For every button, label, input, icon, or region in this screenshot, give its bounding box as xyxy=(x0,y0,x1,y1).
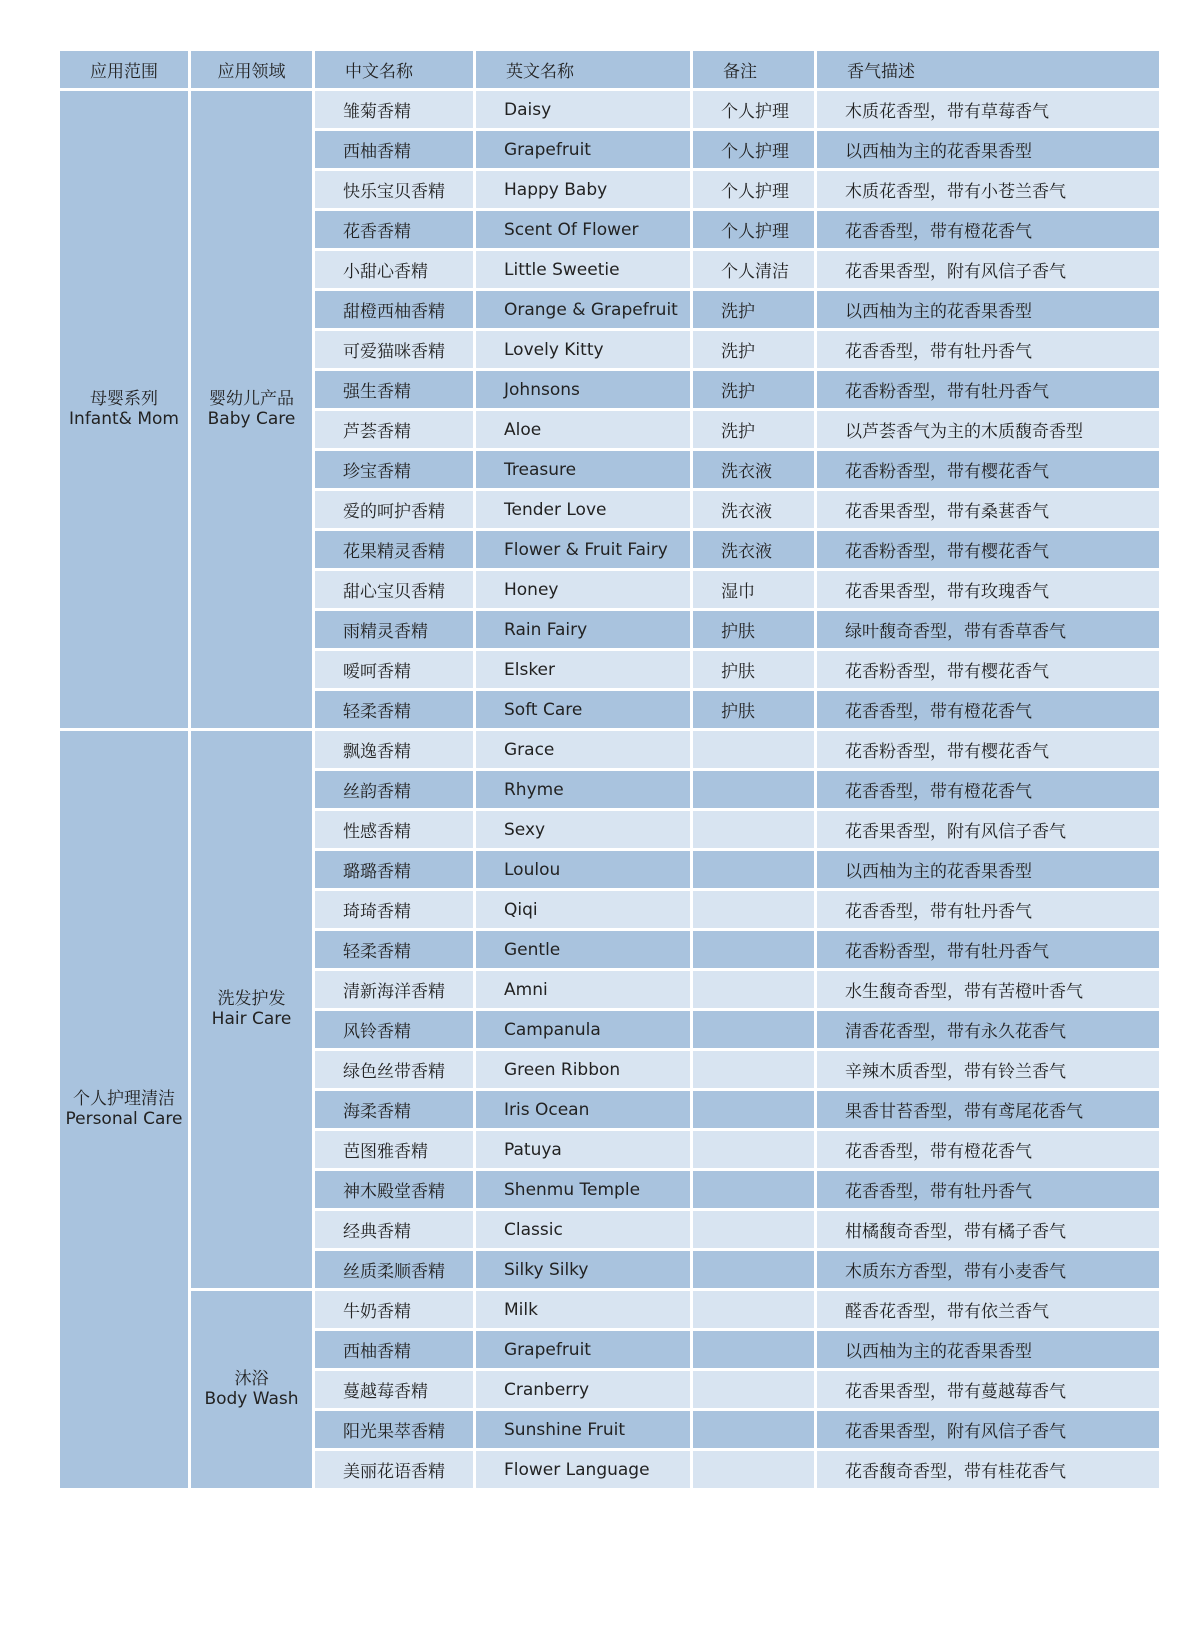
note-cell xyxy=(692,850,816,890)
chinese-name-cell: 西柚香精 xyxy=(314,1330,475,1370)
english-name-cell: Loulou xyxy=(475,850,692,890)
header-english-name: 英文名称 xyxy=(475,50,692,90)
chinese-name-cell: 小甜心香精 xyxy=(314,250,475,290)
english-name-cell: Lovely Kitty xyxy=(475,330,692,370)
scent-description-cell: 清香花香型，带有永久花香气 xyxy=(816,1010,1161,1050)
chinese-name-cell: 风铃香精 xyxy=(314,1010,475,1050)
english-name-cell: Rhyme xyxy=(475,770,692,810)
english-name-cell: Flower Language xyxy=(475,1450,692,1490)
chinese-name-cell: 甜心宝贝香精 xyxy=(314,570,475,610)
english-name-cell: Daisy xyxy=(475,90,692,130)
field-cn: 沐浴 xyxy=(234,1368,269,1389)
chinese-name-cell: 甜橙西柚香精 xyxy=(314,290,475,330)
english-name-cell: Grapefruit xyxy=(475,130,692,170)
scope-en: Infant& Mom xyxy=(69,408,179,429)
field-cell xyxy=(190,1290,314,1490)
table-row xyxy=(59,1290,1161,1330)
chinese-name-cell: 丝韵香精 xyxy=(314,770,475,810)
note-cell xyxy=(692,1250,816,1290)
english-name-cell: Aloe xyxy=(475,410,692,450)
scope-cell xyxy=(59,90,190,730)
scent-description-cell: 花香果香型，附有风信子香气 xyxy=(816,810,1161,850)
english-name-cell: Flower & Fruit Fairy xyxy=(475,530,692,570)
note-cell: 洗护 xyxy=(692,410,816,450)
english-name-cell: Iris Ocean xyxy=(475,1090,692,1130)
english-name-cell: Soft Care xyxy=(475,690,692,730)
scent-description-cell: 花香香型，带有牡丹香气 xyxy=(816,1170,1161,1210)
english-name-cell: Scent Of Flower xyxy=(475,210,692,250)
note-cell xyxy=(692,1370,816,1410)
table-row xyxy=(59,90,1161,130)
chinese-name-cell: 西柚香精 xyxy=(314,130,475,170)
note-cell xyxy=(692,1450,816,1490)
chinese-name-cell: 雨精灵香精 xyxy=(314,610,475,650)
scope-en: Personal Care xyxy=(65,1108,183,1129)
chinese-name-cell: 强生香精 xyxy=(314,370,475,410)
chinese-name-cell: 爱的呵护香精 xyxy=(314,490,475,530)
field-cn: 婴幼儿产品 xyxy=(209,388,294,409)
note-cell: 洗衣液 xyxy=(692,490,816,530)
scent-description-cell: 花香粉香型，带有樱花香气 xyxy=(816,730,1161,770)
english-name-cell: Tender Love xyxy=(475,490,692,530)
chinese-name-cell: 琦琦香精 xyxy=(314,890,475,930)
chinese-name-cell: 快乐宝贝香精 xyxy=(314,170,475,210)
english-name-cell: Sunshine Fruit xyxy=(475,1410,692,1450)
field-en: Body Wash xyxy=(204,1388,299,1409)
chinese-name-cell: 清新海洋香精 xyxy=(314,970,475,1010)
english-name-cell: Rain Fairy xyxy=(475,610,692,650)
english-name-cell: Happy Baby xyxy=(475,170,692,210)
note-cell xyxy=(692,1010,816,1050)
chinese-name-cell: 轻柔香精 xyxy=(314,690,475,730)
scent-description-cell: 以西柚为主的花香果香型 xyxy=(816,290,1161,330)
english-name-cell: Gentle xyxy=(475,930,692,970)
chinese-name-cell: 蔓越莓香精 xyxy=(314,1370,475,1410)
header-chinese-name: 中文名称 xyxy=(314,50,475,90)
chinese-name-cell: 轻柔香精 xyxy=(314,930,475,970)
chinese-name-cell: 芭图雅香精 xyxy=(314,1130,475,1170)
english-name-cell: Sexy xyxy=(475,810,692,850)
chinese-name-cell: 璐璐香精 xyxy=(314,850,475,890)
chinese-name-cell: 神木殿堂香精 xyxy=(314,1170,475,1210)
note-cell: 洗衣液 xyxy=(692,450,816,490)
chinese-name-cell: 牛奶香精 xyxy=(314,1290,475,1330)
header-scent-description: 香气描述 xyxy=(816,50,1161,90)
chinese-name-cell: 珍宝香精 xyxy=(314,450,475,490)
note-cell: 护肤 xyxy=(692,610,816,650)
scent-description-cell: 醛香花香型，带有依兰香气 xyxy=(816,1290,1161,1330)
scent-description-cell: 花香果香型，带有蔓越莓香气 xyxy=(816,1370,1161,1410)
field-cell xyxy=(190,730,314,1290)
note-cell xyxy=(692,890,816,930)
field-en: Hair Care xyxy=(211,1008,292,1029)
note-cell xyxy=(692,1410,816,1450)
chinese-name-cell: 可爱猫咪香精 xyxy=(314,330,475,370)
note-cell: 护肤 xyxy=(692,690,816,730)
note-cell xyxy=(692,970,816,1010)
english-name-cell: Green Ribbon xyxy=(475,1050,692,1090)
english-name-cell: Milk xyxy=(475,1290,692,1330)
scent-description-cell: 花香粉香型，带有牡丹香气 xyxy=(816,370,1161,410)
scent-description-cell: 花香果香型，带有桑葚香气 xyxy=(816,490,1161,530)
scent-description-cell: 花香粉香型，带有樱花香气 xyxy=(816,530,1161,570)
field-en: Baby Care xyxy=(207,408,296,429)
scope-cell xyxy=(59,730,190,1490)
english-name-cell: Treasure xyxy=(475,450,692,490)
note-cell xyxy=(692,1330,816,1370)
scent-description-cell: 绿叶馥奇香型，带有香草香气 xyxy=(816,610,1161,650)
note-cell xyxy=(692,770,816,810)
chinese-name-cell: 美丽花语香精 xyxy=(314,1450,475,1490)
scent-description-cell: 花香粉香型，带有樱花香气 xyxy=(816,650,1161,690)
note-cell: 洗护 xyxy=(692,370,816,410)
note-cell: 个人护理 xyxy=(692,90,816,130)
english-name-cell: Johnsons xyxy=(475,370,692,410)
english-name-cell: Cranberry xyxy=(475,1370,692,1410)
scent-description-cell: 以芦荟香气为主的木质馥奇香型 xyxy=(816,410,1161,450)
header-field: 应用领域 xyxy=(190,50,314,90)
chinese-name-cell: 丝质柔顺香精 xyxy=(314,1250,475,1290)
english-name-cell: Qiqi xyxy=(475,890,692,930)
scent-description-cell: 花香香型，带有橙花香气 xyxy=(816,690,1161,730)
note-cell: 个人清洁 xyxy=(692,250,816,290)
scent-description-cell: 以西柚为主的花香果香型 xyxy=(816,850,1161,890)
note-cell xyxy=(692,810,816,850)
table-body xyxy=(59,90,1161,1490)
note-cell: 洗衣液 xyxy=(692,530,816,570)
note-cell: 护肤 xyxy=(692,650,816,690)
scent-description-cell: 木质东方香型，带有小麦香气 xyxy=(816,1250,1161,1290)
chinese-name-cell: 芦荟香精 xyxy=(314,410,475,450)
chinese-name-cell: 雏菊香精 xyxy=(314,90,475,130)
note-cell xyxy=(692,1050,816,1090)
scent-description-cell: 果香甘苔香型，带有鸢尾花香气 xyxy=(816,1090,1161,1130)
field-cell xyxy=(190,90,314,730)
scent-description-cell: 花香果香型，附有风信子香气 xyxy=(816,1410,1161,1450)
english-name-cell: Honey xyxy=(475,570,692,610)
scent-description-cell: 木质花香型，带有草莓香气 xyxy=(816,90,1161,130)
table-row xyxy=(59,730,1161,770)
note-cell: 个人护理 xyxy=(692,210,816,250)
note-cell xyxy=(692,1130,816,1170)
english-name-cell: Classic xyxy=(475,1210,692,1250)
note-cell: 个人护理 xyxy=(692,130,816,170)
english-name-cell: Silky Silky xyxy=(475,1250,692,1290)
note-cell xyxy=(692,1290,816,1330)
note-cell xyxy=(692,1170,816,1210)
scent-description-cell: 花香果香型，带有玫瑰香气 xyxy=(816,570,1161,610)
scent-description-cell: 柑橘馥奇香型，带有橘子香气 xyxy=(816,1210,1161,1250)
scope-cn: 个人护理清洁 xyxy=(73,1088,175,1109)
scent-description-cell: 辛辣木质香型，带有铃兰香气 xyxy=(816,1050,1161,1090)
english-name-cell: Grapefruit xyxy=(475,1330,692,1370)
english-name-cell: Campanula xyxy=(475,1010,692,1050)
chinese-name-cell: 嗳呵香精 xyxy=(314,650,475,690)
scope-cn: 母婴系列 xyxy=(90,388,158,409)
chinese-name-cell: 花果精灵香精 xyxy=(314,530,475,570)
chinese-name-cell: 性感香精 xyxy=(314,810,475,850)
english-name-cell: Little Sweetie xyxy=(475,250,692,290)
scent-description-cell: 花香香型，带有橙花香气 xyxy=(816,210,1161,250)
chinese-name-cell: 绿色丝带香精 xyxy=(314,1050,475,1090)
header-scope: 应用范围 xyxy=(59,50,190,90)
note-cell xyxy=(692,730,816,770)
scent-description-cell: 花香香型，带有橙花香气 xyxy=(816,1130,1161,1170)
scent-description-cell: 水生馥奇香型，带有苦橙叶香气 xyxy=(816,970,1161,1010)
chinese-name-cell: 海柔香精 xyxy=(314,1090,475,1130)
note-cell: 洗护 xyxy=(692,330,816,370)
note-cell xyxy=(692,1090,816,1130)
chinese-name-cell: 经典香精 xyxy=(314,1210,475,1250)
header-note: 备注 xyxy=(692,50,816,90)
chinese-name-cell: 飘逸香精 xyxy=(314,730,475,770)
english-name-cell: Grace xyxy=(475,730,692,770)
field-cn: 洗发护发 xyxy=(217,988,286,1009)
note-cell xyxy=(692,1210,816,1250)
scent-description-cell: 木质花香型，带有小苍兰香气 xyxy=(816,170,1161,210)
english-name-cell: Elsker xyxy=(475,650,692,690)
chinese-name-cell: 阳光果萃香精 xyxy=(314,1410,475,1450)
fragrance-table xyxy=(57,48,1162,1491)
english-name-cell: Patuya xyxy=(475,1130,692,1170)
note-cell: 洗护 xyxy=(692,290,816,330)
scent-description-cell: 花香香型，带有牡丹香气 xyxy=(816,330,1161,370)
scent-description-cell: 以西柚为主的花香果香型 xyxy=(816,130,1161,170)
scent-description-cell: 以西柚为主的花香果香型 xyxy=(816,1330,1161,1370)
scent-description-cell: 花香果香型，附有风信子香气 xyxy=(816,250,1161,290)
table-header-row xyxy=(59,50,1161,90)
english-name-cell: Amni xyxy=(475,970,692,1010)
english-name-cell: Shenmu Temple xyxy=(475,1170,692,1210)
scent-description-cell: 花香馥奇香型，带有桂花香气 xyxy=(816,1450,1161,1490)
scent-description-cell: 花香香型，带有牡丹香气 xyxy=(816,890,1161,930)
note-cell: 个人护理 xyxy=(692,170,816,210)
note-cell: 湿巾 xyxy=(692,570,816,610)
scent-description-cell: 花香粉香型，带有牡丹香气 xyxy=(816,930,1161,970)
chinese-name-cell: 花香香精 xyxy=(314,210,475,250)
note-cell xyxy=(692,930,816,970)
scent-description-cell: 花香香型，带有橙花香气 xyxy=(816,770,1161,810)
english-name-cell: Orange & Grapefruit xyxy=(475,290,692,330)
scent-description-cell: 花香粉香型，带有樱花香气 xyxy=(816,450,1161,490)
